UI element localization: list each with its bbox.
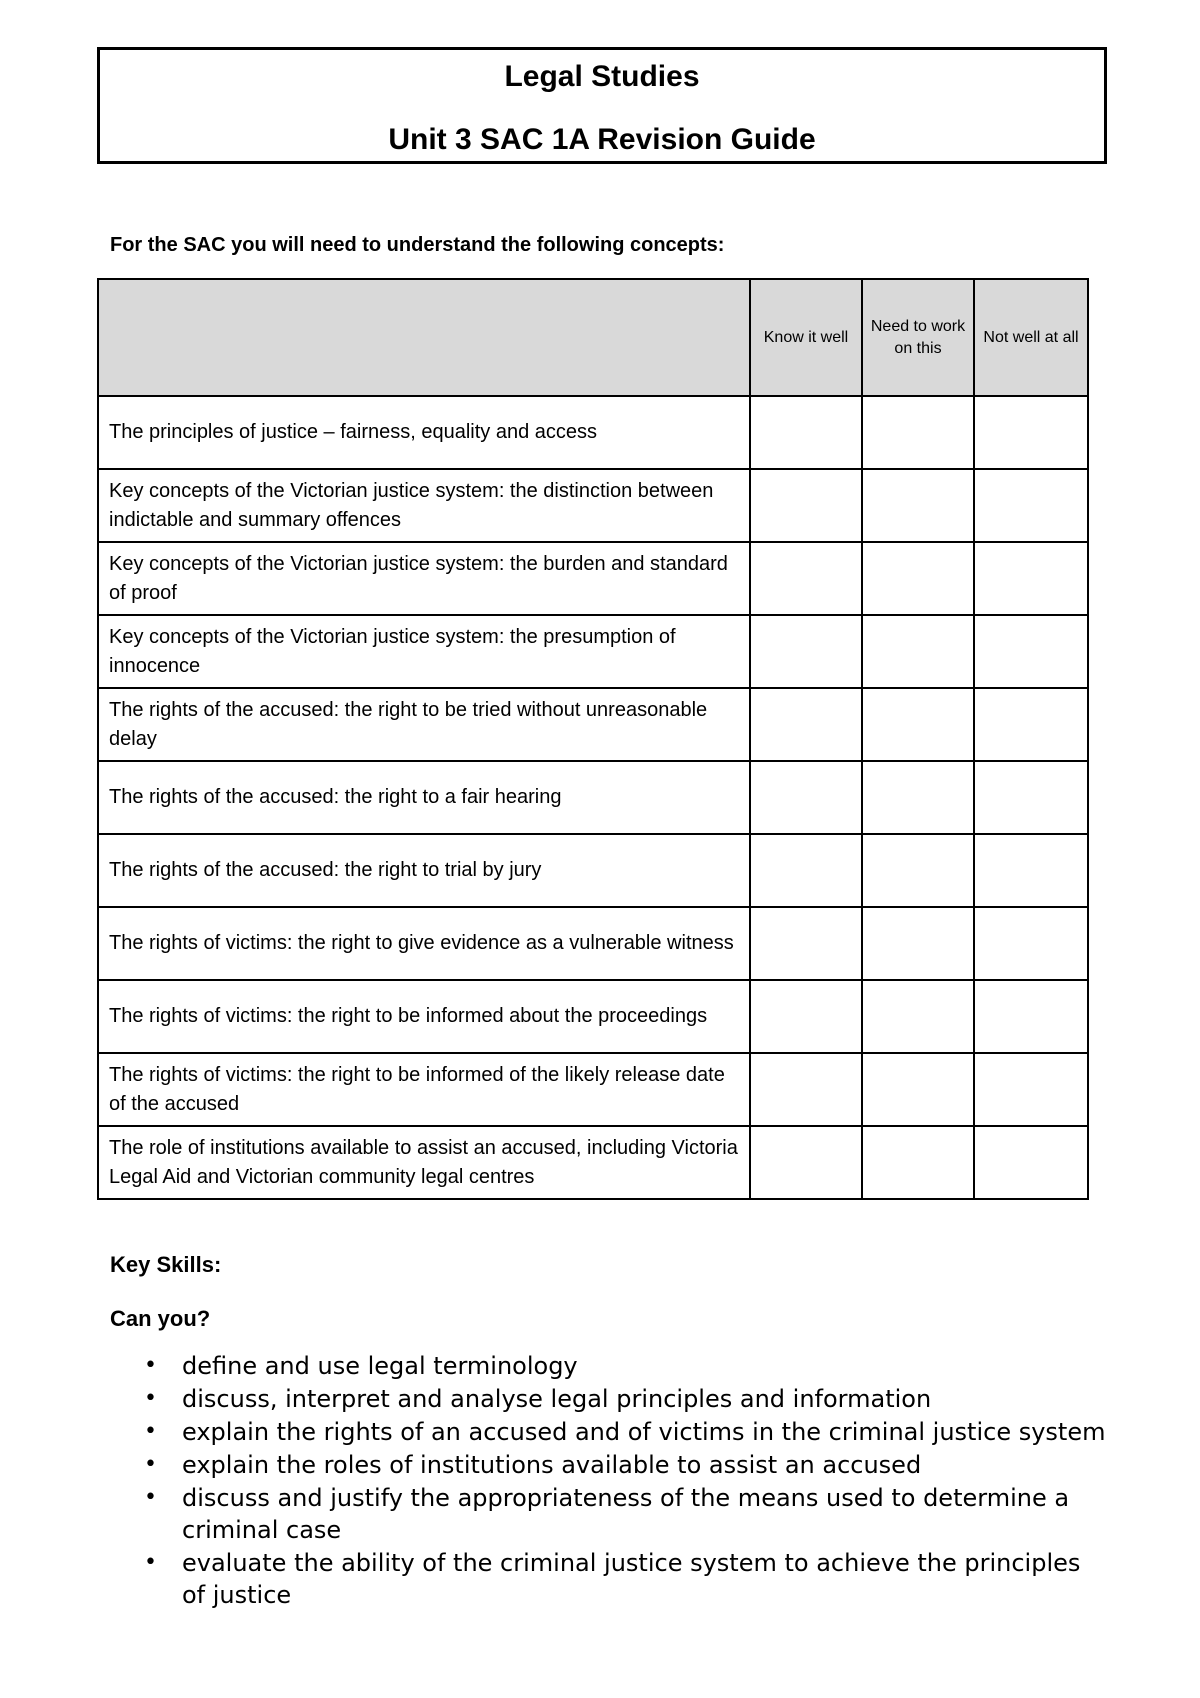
know-it-well-checkbox-cell[interactable] (750, 1053, 862, 1126)
table-row (98, 907, 1088, 980)
table-body (98, 396, 1088, 1199)
concept-cell: The principles of justice – fairness, equality and access (98, 396, 750, 469)
bullet-icon: • (144, 1419, 157, 1444)
table-row (98, 980, 1088, 1053)
know-it-well-checkbox-cell[interactable] (750, 834, 862, 907)
table-row (98, 1126, 1088, 1199)
not-well-at-all-checkbox-cell[interactable] (974, 907, 1088, 980)
need-to-work-on-checkbox-cell[interactable] (862, 396, 974, 469)
bullet-icon: • (144, 1550, 157, 1575)
know-it-well-checkbox-cell[interactable] (750, 469, 862, 542)
list-item (110, 1449, 1110, 1481)
concepts-table (97, 278, 1089, 1200)
not-well-at-all-checkbox-cell[interactable] (974, 615, 1088, 688)
table-row (98, 761, 1088, 834)
know-it-well-checkbox-cell[interactable] (750, 1126, 862, 1199)
need-to-work-on-checkbox-cell[interactable] (862, 615, 974, 688)
know-it-well-checkbox-cell[interactable] (750, 907, 862, 980)
table-row (98, 615, 1088, 688)
need-to-work-on-checkbox-cell[interactable] (862, 761, 974, 834)
need-to-work-on-checkbox-cell[interactable] (862, 907, 974, 980)
need-to-work-on-checkbox-cell[interactable] (862, 542, 974, 615)
bullet-icon: • (144, 1452, 157, 1477)
not-well-at-all-checkbox-cell[interactable] (974, 980, 1088, 1053)
header-cell-know-it-well: Know it well (750, 279, 862, 396)
not-well-at-all-checkbox-cell[interactable] (974, 688, 1088, 761)
table-row (98, 396, 1088, 469)
list-item (110, 1482, 1110, 1546)
concept-cell: The rights of victims: the right to give evidence as a vulnerable witness (98, 907, 750, 980)
key-skills-heading: Key Skills: (110, 1252, 222, 1277)
bullet-icon: • (144, 1386, 157, 1411)
concept-cell: Key concepts of the Victorian justice system: the presumption of innocence (98, 615, 750, 688)
not-well-at-all-checkbox-cell[interactable] (974, 761, 1088, 834)
intro-text: For the SAC you will need to understand the following concepts: (110, 234, 725, 256)
list-item (110, 1416, 1110, 1448)
not-well-at-all-checkbox-cell[interactable] (974, 469, 1088, 542)
document-subtitle: Unit 3 SAC 1A Revision Guide (388, 123, 816, 156)
skill-text: discuss, interpret and analyse legal principles and information (182, 1385, 932, 1413)
not-well-at-all-checkbox-cell[interactable] (974, 1053, 1088, 1126)
skills-list (110, 1350, 1110, 1612)
concept-cell: The rights of the accused: the right to be tried without unreasonable delay (98, 688, 750, 761)
not-well-at-all-checkbox-cell[interactable] (974, 542, 1088, 615)
can-you-prompt: Can you? (110, 1306, 211, 1331)
table-header-row (98, 279, 1088, 396)
concept-cell: The rights of the accused: the right to a fair hearing (98, 761, 750, 834)
table-row (98, 542, 1088, 615)
bullet-icon: • (144, 1353, 157, 1378)
know-it-well-checkbox-cell[interactable] (750, 980, 862, 1053)
header-cell-not-well-at-all: Not well at all (974, 279, 1088, 396)
skill-text: define and use legal terminology (182, 1352, 578, 1380)
list-item (110, 1383, 1110, 1415)
know-it-well-checkbox-cell[interactable] (750, 542, 862, 615)
concept-cell: The rights of the accused: the right to trial by jury (98, 834, 750, 907)
list-item (110, 1350, 1110, 1382)
list-item (110, 1547, 1110, 1611)
know-it-well-checkbox-cell[interactable] (750, 615, 862, 688)
need-to-work-on-checkbox-cell[interactable] (862, 688, 974, 761)
not-well-at-all-checkbox-cell[interactable] (974, 1126, 1088, 1199)
know-it-well-checkbox-cell[interactable] (750, 396, 862, 469)
skill-text: explain the roles of institutions available to assist an accused (182, 1451, 922, 1479)
bullet-icon: • (144, 1485, 157, 1510)
need-to-work-on-checkbox-cell[interactable] (862, 469, 974, 542)
header-cell-need-to-work-on: Need to work on this (862, 279, 974, 396)
table-row (98, 1053, 1088, 1126)
table-row (98, 469, 1088, 542)
concept-cell: The role of institutions available to assist an accused, including Victoria Legal Aid and Victorian community legal centres (98, 1126, 750, 1199)
table-row (98, 834, 1088, 907)
concept-cell: Key concepts of the Victorian justice system: the burden and standard of proof (98, 542, 750, 615)
concept-cell: The rights of victims: the right to be informed about the proceedings (98, 980, 750, 1053)
know-it-well-checkbox-cell[interactable] (750, 688, 862, 761)
need-to-work-on-checkbox-cell[interactable] (862, 980, 974, 1053)
skill-text: explain the rights of an accused and of victims in the criminal justice system (182, 1418, 1106, 1446)
need-to-work-on-checkbox-cell[interactable] (862, 1126, 974, 1199)
concept-cell: The rights of victims: the right to be informed of the likely release date of the accused (98, 1053, 750, 1126)
concept-cell: Key concepts of the Victorian justice system: the distinction between indictable and summary offences (98, 469, 750, 542)
not-well-at-all-checkbox-cell[interactable] (974, 834, 1088, 907)
header-cell-concept (98, 279, 750, 396)
document-title: Legal Studies (504, 60, 700, 93)
not-well-at-all-checkbox-cell[interactable] (974, 396, 1088, 469)
skill-text: evaluate the ability of the criminal justice system to achieve the principles of justice (182, 1549, 1081, 1609)
skill-text: discuss and justify the appropriateness of the means used to determine a criminal case (182, 1484, 1070, 1544)
need-to-work-on-checkbox-cell[interactable] (862, 834, 974, 907)
need-to-work-on-checkbox-cell[interactable] (862, 1053, 974, 1126)
know-it-well-checkbox-cell[interactable] (750, 761, 862, 834)
table-row (98, 688, 1088, 761)
title-box (97, 47, 1107, 164)
